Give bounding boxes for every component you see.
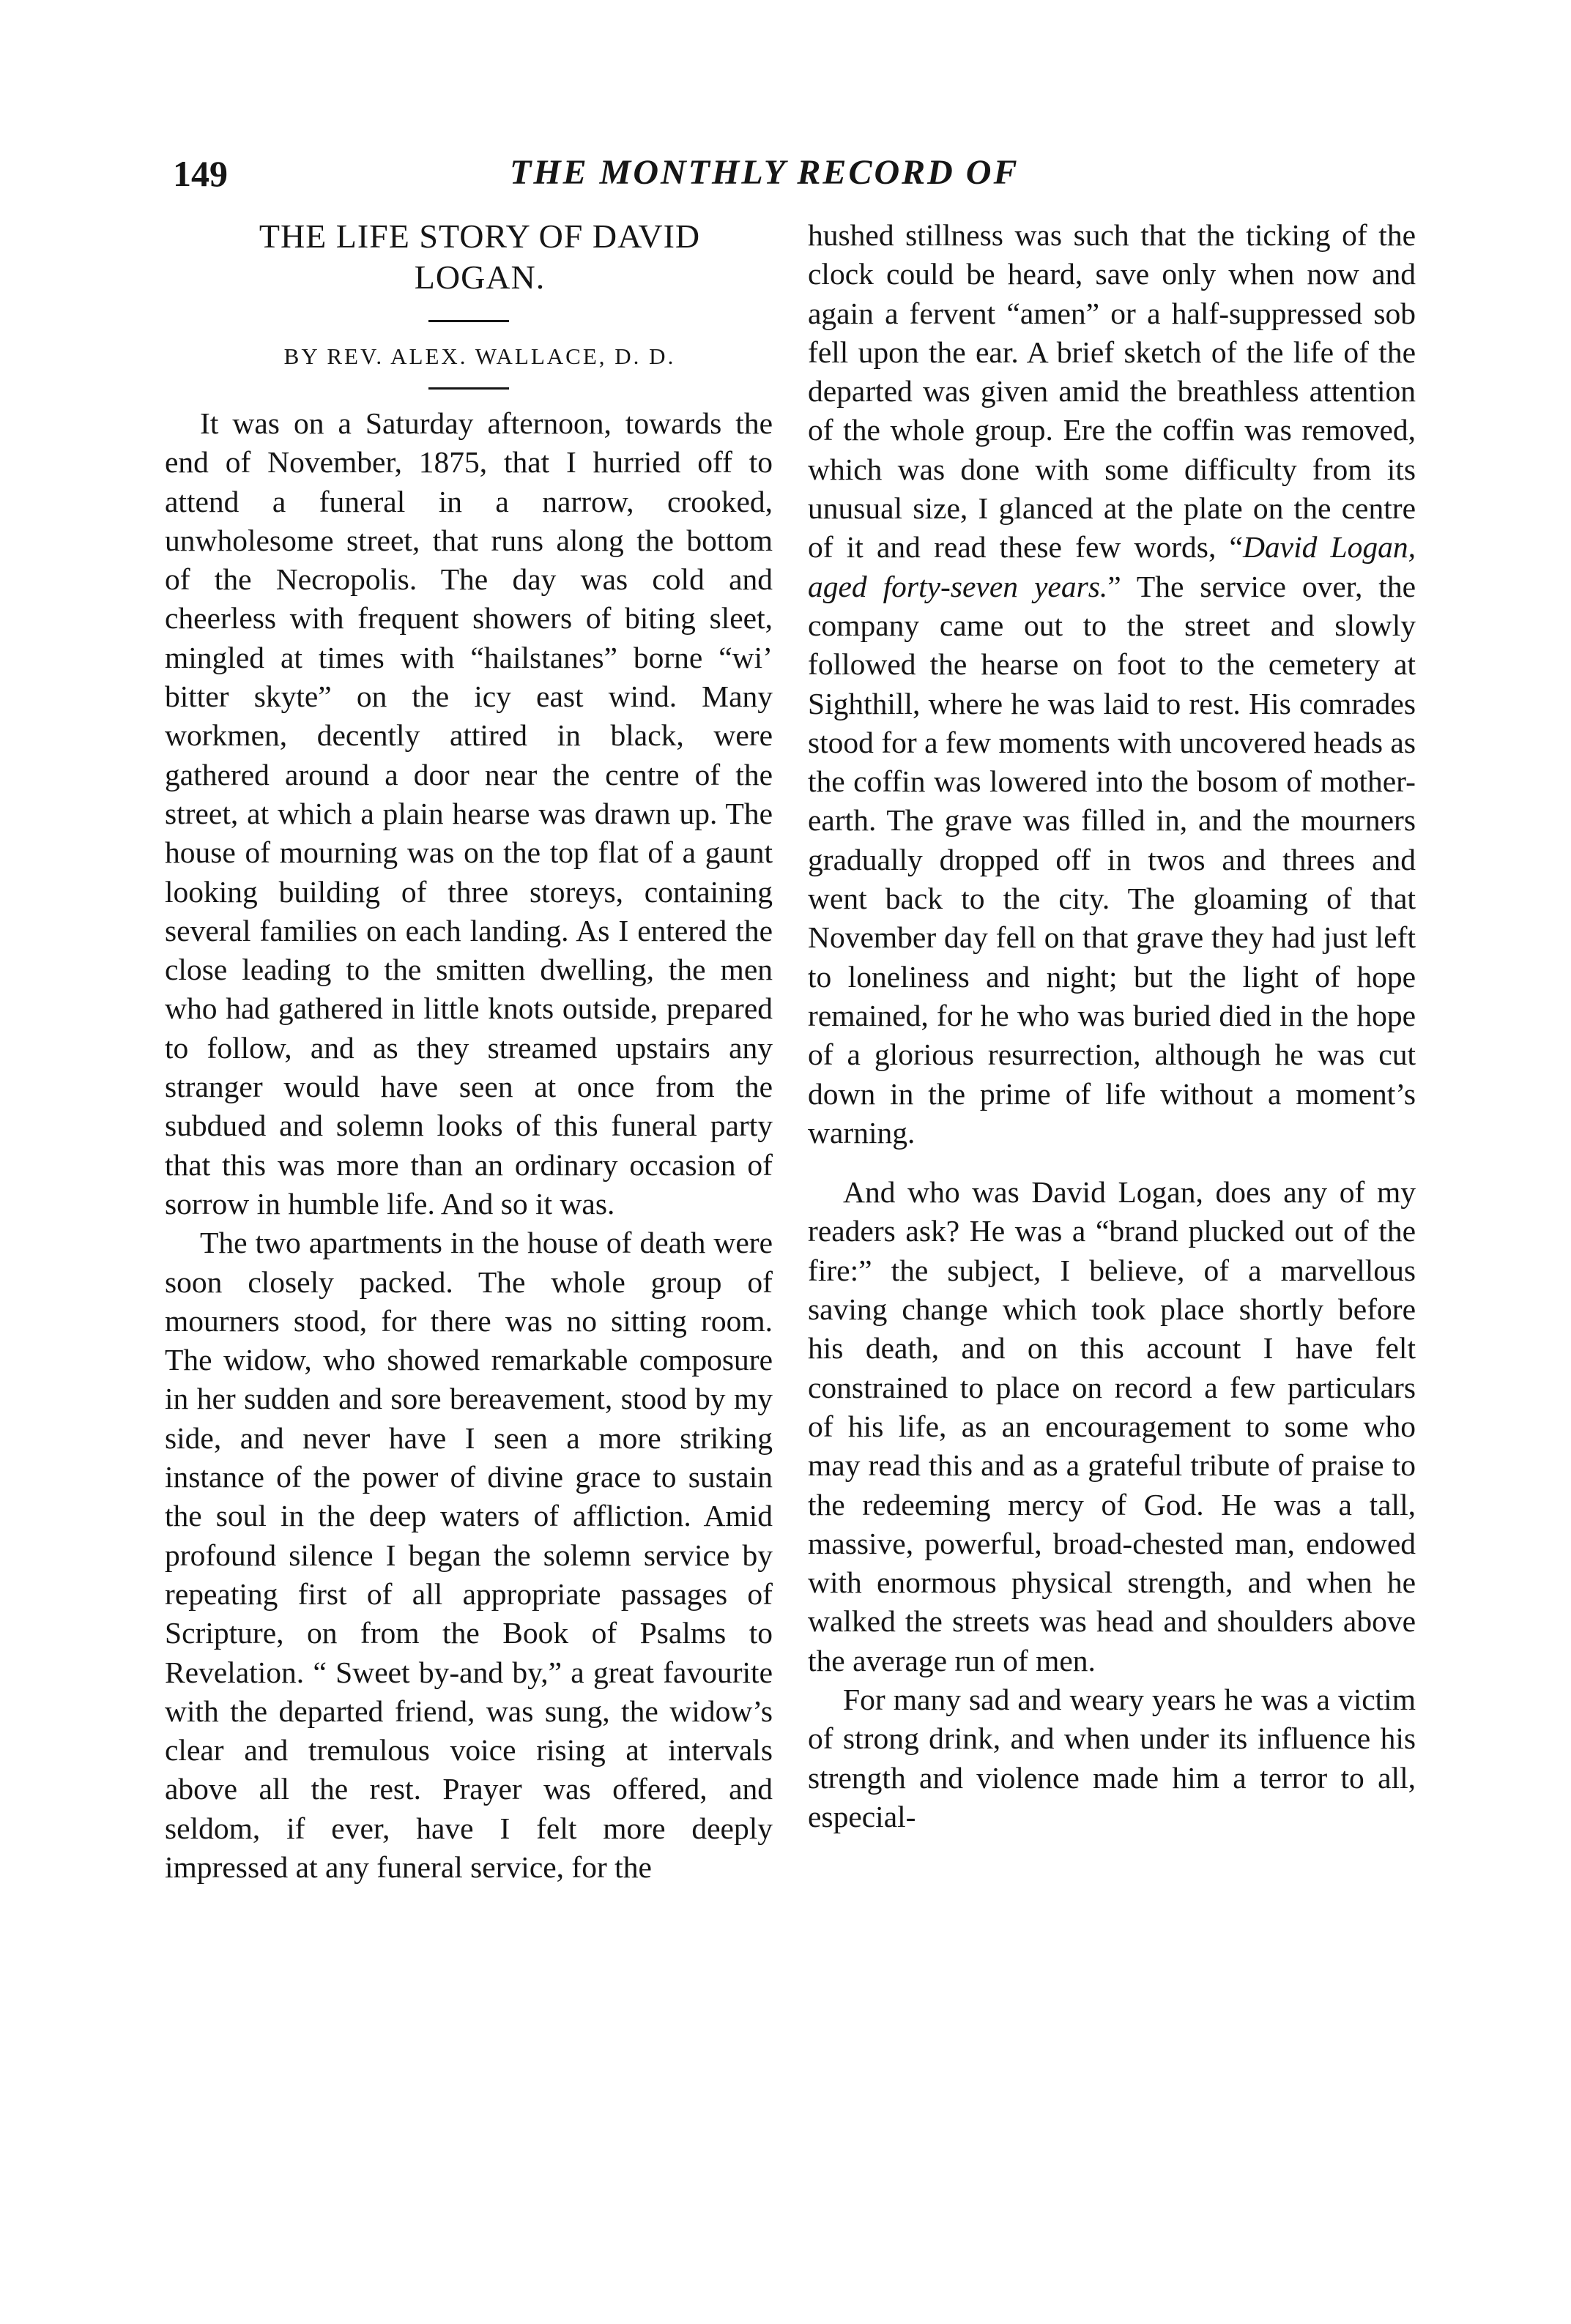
page-header: [173, 152, 1433, 211]
paragraph-4: For many sad and weary years he was a victim of strong drink, and when under its influence his strength and violence made him a terror to all, especial-: [808, 1682, 1416, 1833]
paragraph-3: And who was David Logan, does any of my readers ask? He was a “brand plucked out of the fire:” the subject, I believe, of a marvellous saving change which took place shortly before his death, and on this account I have felt constrained to place on record a few particulars of his life, as an encouragement to some who may read this and as a grateful tribute of praise to the redeeming mercy of God. He was a tall, massive, powerful, broad-chested man, endowed with enormous physical strength, and when he walked the streets was head and shoulders above the average run of men.: [808, 1175, 1416, 1677]
running-title: THE MONTHLY RECORD OF: [510, 153, 1020, 192]
right-column: [808, 216, 1416, 1836]
paragraph-1: It was on a Saturday afternoon, towards the end of November, 1875, that I hurried off to attend a funeral in a narrow, crooked, unwholesome street, that runs along the bottom of the Necropolis. The day was cold and cheerless with frequent showers of biting sleet, mingled at times with “hailstanes” borne “wi’ bitter skyte” on the icy east wind. Many workmen, decently attired in black, were gathered around a door near the centre of the street, at which a plain hearse was drawn up. The house of mourning was on the top flat of a gaunt looking building of three storeys, containing several families on each landing. As I entered the close leading to the smitten dwelling, the men who had gathered in little knots outside, prepared to follow, and as they streamed upstairs any stranger would have seen at once from the subdued and solemn looks of this funeral party that this was more than an ordinary occasion of sorrow in humble life. And so it was.: [165, 406, 773, 1221]
title-rule: [428, 320, 509, 322]
article-title: THE LIFE STORY OF DAVID LOGAN.: [259, 217, 701, 296]
paragraph-2: The two apartments in the house of death were soon closely packed. The whole group of mourners stood, for there was no sitting room. The widow, who showed remarkable composure in her sudden and sore bereavement, stood by my side, and never have I seen a more striking instance of the power of divine grace to sustain the soul in the deep waters of affliction. Amid profound silence I began the solemn service by repeating first of all appropriate passages of Scripture, on from the Book of Psalms to Revelation. “ Sweet by-and by,” a great favourite with the departed friend, was sung, the widow’s clear and tremulous voice rising at intervals above all the rest. Prayer was offered, and seldom, if ever, have I felt more deeply impressed at any funeral service, for the: [165, 1226, 773, 1884]
left-column: [165, 216, 773, 1887]
byline: BY REV. ALEX. WALLACE, D. D.: [283, 343, 676, 369]
page-number: 149: [173, 153, 228, 194]
continuation-after: ” The service over, the company came out to the street and slowly followed the hearse on foot to the cemetery at Sighthill, where he was laid to rest. His comrades stood for a few moments with uncovered heads as the coffin was lowered into the bosom of mother-earth. The grave was filled in, and the mourners gradually dropped off in twos and threes and went back to the city. The gloaming of that November day fell on that grave they had just left to loneliness and night; but the light of hope remained, for he who was buried died in the hope of a glorious resurrection, although he was cut down in the prime of life without a moment’s warning.: [808, 569, 1416, 1150]
plate-inscription: David Logan, aged forty-seven years.: [808, 530, 1416, 603]
continuation-before: hushed stillness was such that the ticking of the clock could be heard, save only when now and again a fervent “amen” or a half-suppressed sob fell upon the ear. A brief sketch of the life of the departed was given amid the breathless attention of the whole group. Ere the coffin was removed, which was done with some difficulty from its unusual size, I glanced at the plate on the centre of it and read these few words, “: [808, 218, 1416, 565]
byline-rule: [428, 387, 509, 390]
paragraph-2-continued: [808, 216, 1416, 1152]
